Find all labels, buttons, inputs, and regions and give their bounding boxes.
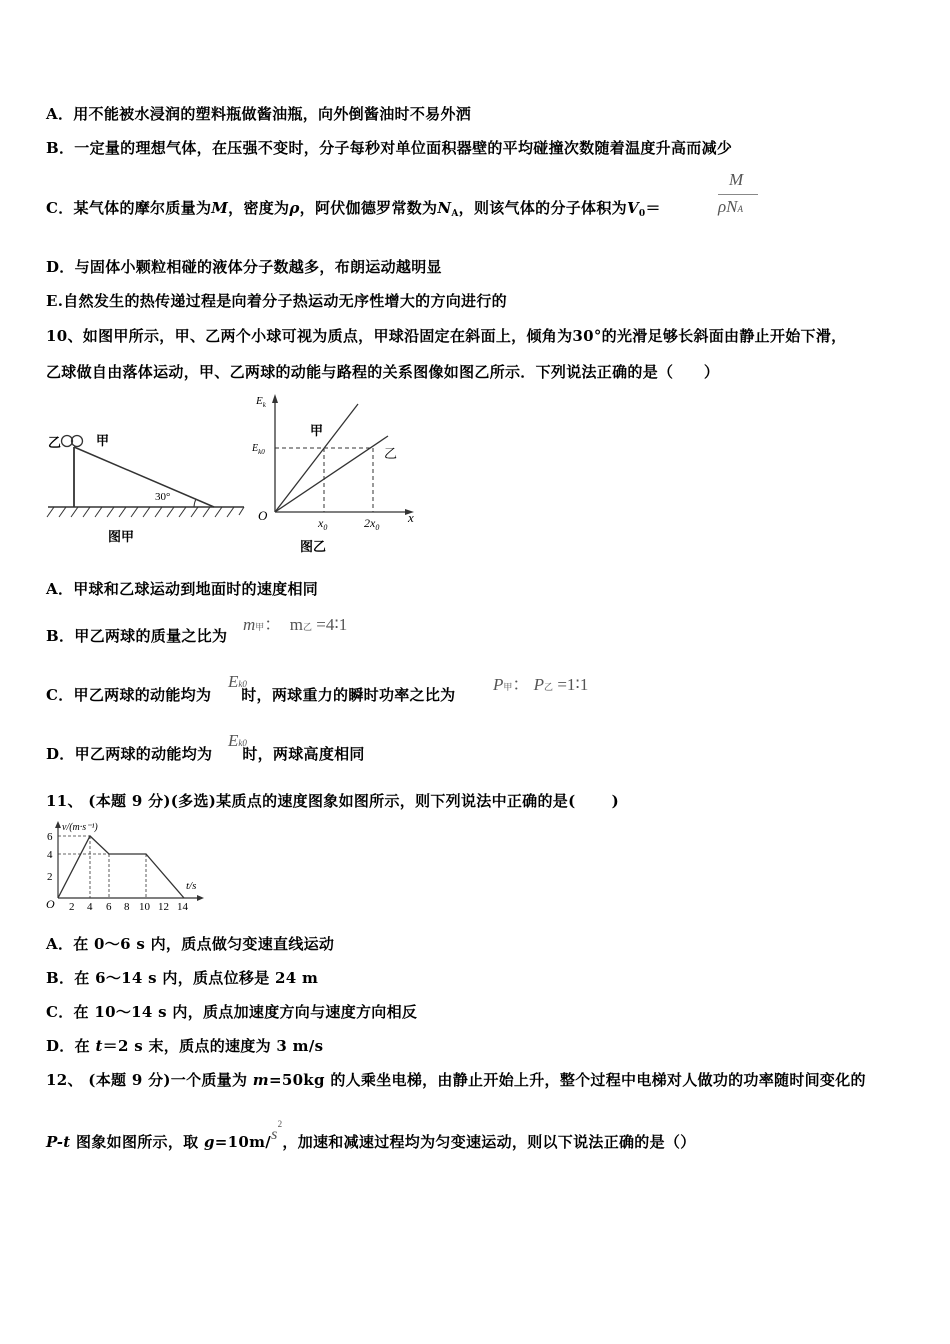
q9-option-d: D．与固体小颗粒相碰的液体分子数越多，布朗运动越明显: [46, 258, 442, 276]
q11-stem: 11、 (本题 9 分)(多选)某质点的速度图象如图所示，则下列说法中正确的是( ): [46, 792, 619, 810]
ek0-label: $E_{k0}$: [252, 443, 265, 456]
axis-x-label: x: [408, 510, 414, 525]
x-tick-8: 8: [124, 901, 130, 913]
caption-yi: 图乙: [300, 539, 327, 554]
x2-label: $2x_0$: [364, 516, 380, 532]
q9-option-a: A．用不能被水浸润的塑料瓶做酱油瓶，向外倒酱油时不易外洒: [46, 105, 472, 123]
velocity-curve: [58, 836, 184, 898]
molecule-volume-fraction: [716, 170, 760, 224]
q11-option-c: C．在 10～14 s 内，质点加速度方向与速度方向相反: [46, 1003, 418, 1021]
q11-option-a: A．在 0～6 s 内，质点做匀变速直线运动: [46, 935, 335, 953]
q10-option-b: B．甲乙两球的质量之比为: [46, 627, 228, 645]
q9-option-c: C．某气体的摩尔质量为M，密度为ρ，阿伏伽德罗常数为$N_A$，则该气体的分子体积为$V_0=$: [46, 199, 661, 219]
q10-option-c: C．甲乙两球的动能均为 时，两球重力的瞬时功率之比为: [46, 686, 456, 704]
x0-label: $x_0$: [318, 516, 328, 532]
q11-option-b: B．在 6～14 s 内，质点位移是 24 m: [46, 969, 319, 987]
figure-q11-vt-graph: [44, 818, 209, 913]
fraction-numerator: M: [729, 170, 744, 189]
x-tick-4: 4: [87, 901, 93, 913]
x-tick-6: 6: [106, 901, 112, 913]
line-yi: [275, 436, 388, 512]
x-tick-10: 10: [139, 901, 150, 913]
x-tick-2: 2: [69, 901, 75, 913]
fraction-denominator: ρNA: [718, 197, 744, 216]
line-yi-label: 乙: [384, 446, 398, 461]
q10-stem-line1: 10、如图甲所示，甲、乙两个小球可视为质点，甲球沿固定在斜面上，倾角为30°的光滑足够长斜面由静止开始下滑，: [46, 327, 847, 345]
axis-y-label: $E_k$: [256, 395, 266, 409]
ball-yi: [62, 436, 73, 447]
ek0-symbol-c: Ek0: [228, 672, 247, 691]
y-axis-arrow: [272, 394, 278, 403]
y-axis-arrow: [55, 821, 61, 828]
incline-slope: [74, 447, 214, 507]
angle-label: 30°: [155, 491, 171, 503]
q10-option-d: D．甲乙两球的动能均为 时，两球高度相同: [46, 745, 365, 763]
q10-stem-line2: 乙球做自由落体运动，甲、乙两球的动能与路程的关系图像如图乙所示．下列说法正确的是（ ）: [46, 363, 720, 381]
caption-jia: 图甲: [108, 529, 135, 544]
y-axis-label: v/(m·s⁻¹): [62, 822, 98, 833]
x-axis-label: t/s: [186, 880, 197, 892]
x-tick-12: 12: [158, 901, 169, 913]
power-ratio-formula: P甲： P乙 =1∶1: [493, 675, 589, 694]
line-jia-label: 甲: [310, 423, 324, 438]
q9-option-e: E.自然发生的热传递过程是向着分子热运动无序性增大的方向进行的: [46, 292, 507, 310]
fraction-bar: [718, 194, 758, 195]
q9-option-b: B．一定量的理想气体，在压强不变时，分子每秒对单位面积器壁的平均碰撞次数随着温度升高而减少: [46, 139, 733, 157]
y-tick-6: 6: [47, 831, 53, 843]
x-axis-arrow: [197, 895, 204, 901]
q12-stem-line1: 12、 (本题 9 分)一个质量为 m=50kg 的人乘坐电梯，由静止开始上升，整个过程中电梯对人做功的功率随时间变化的: [46, 1071, 866, 1089]
label-yi: 乙: [48, 435, 62, 450]
q10-option-a: A．甲球和乙球运动到地面时的速度相同: [46, 580, 319, 598]
x-tick-14: 14: [177, 901, 188, 913]
y-tick-2: 2: [47, 871, 53, 883]
y-tick-4: 4: [47, 849, 53, 861]
figure-yi-ek-graph: [250, 392, 425, 560]
ground-hatch: [47, 507, 244, 517]
ek0-symbol-d: Ek0: [228, 731, 247, 750]
line-jia: [275, 404, 358, 512]
q12-stem-line2: P-t 图象如图所示，取 $g=10m/s^2$，加速和减速过程均为匀变速运动，则以下说法正确的是（）: [46, 1119, 696, 1151]
origin-label: O: [46, 897, 55, 911]
label-jia: 甲: [96, 433, 110, 448]
angle-arc: [194, 499, 196, 507]
mass-ratio-formula: m甲： m乙 =4∶1: [243, 615, 348, 634]
q11-option-d: D．在 t＝2 s 末，质点的速度为 3 m/s: [46, 1037, 324, 1055]
ball-jia: [72, 436, 83, 447]
origin-label: O: [258, 508, 268, 523]
figure-jia-incline: [44, 425, 249, 550]
